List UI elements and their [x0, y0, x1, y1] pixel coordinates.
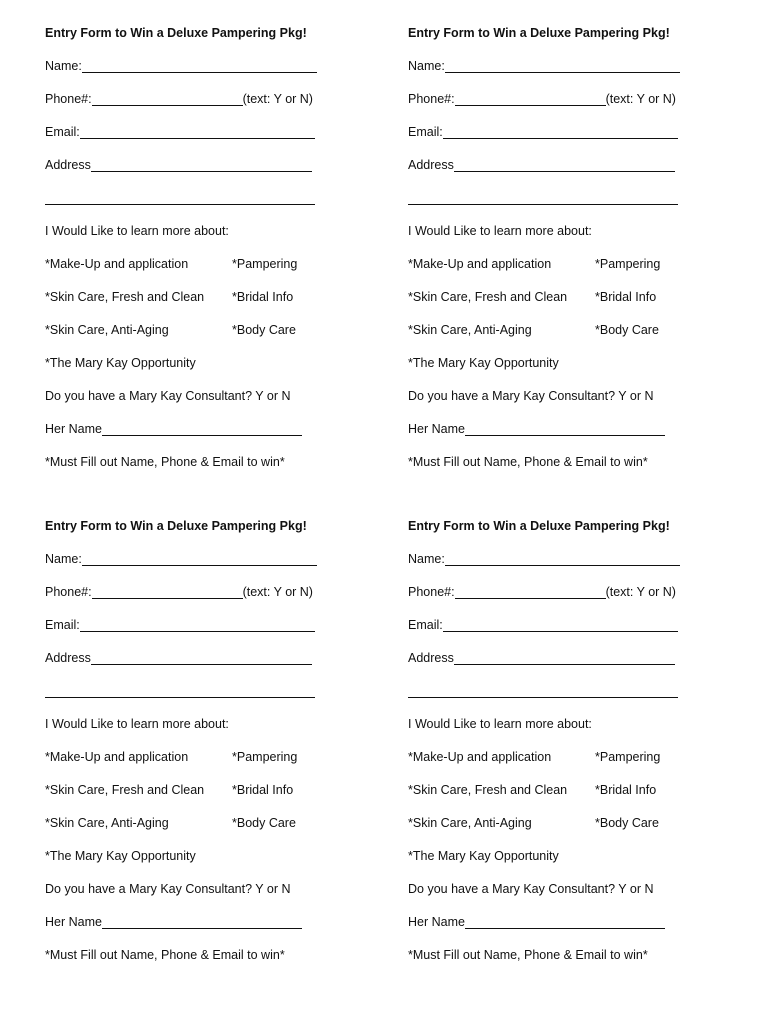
phone-text-option: (text: Y or N)	[242, 92, 313, 106]
option-skin-care-anti-aging: *Skin Care, Anti-Aging	[45, 323, 169, 337]
form-title: Entry Form to Win a Deluxe Pampering Pkg!	[45, 519, 307, 533]
email-label: Email:	[408, 125, 443, 139]
option-pampering: *Pampering	[595, 257, 661, 271]
form-title: Entry Form to Win a Deluxe Pampering Pkg!	[408, 26, 670, 40]
learn-more-heading: I Would Like to learn more about:	[408, 717, 592, 731]
her-name-label: Her Name	[45, 422, 102, 436]
her-name-row	[45, 914, 302, 930]
learn-more-heading: I Would Like to learn more about:	[45, 224, 229, 238]
email-row	[45, 124, 315, 140]
email-field[interactable]	[443, 125, 678, 139]
address-line-2-field[interactable]	[45, 684, 315, 698]
her-name-row	[408, 914, 665, 930]
name-row	[45, 58, 317, 74]
options-row-3	[408, 815, 753, 831]
option-skin-care-fresh: *Skin Care, Fresh and Clean	[45, 290, 205, 304]
option-makeup: *Make-Up and application	[45, 257, 189, 271]
form-title: Entry Form to Win a Deluxe Pampering Pkg!	[45, 26, 307, 40]
name-label: Name:	[408, 59, 445, 73]
her-name-label: Her Name	[408, 915, 465, 929]
options-row-3	[408, 322, 753, 338]
address-row	[45, 157, 312, 173]
option-opportunity: *The Mary Kay Opportunity	[45, 849, 196, 863]
options-row-2	[45, 782, 390, 798]
phone-row	[408, 584, 676, 600]
option-bridal-info: *Bridal Info	[232, 783, 294, 797]
option-pampering: *Pampering	[232, 257, 298, 271]
option-skin-care-anti-aging: *Skin Care, Anti-Aging	[45, 816, 169, 830]
name-row	[408, 551, 680, 567]
footer-note: *Must Fill out Name, Phone & Email to win*	[45, 455, 285, 469]
address-field[interactable]	[454, 651, 675, 665]
her-name-row	[408, 421, 665, 437]
option-bridal-info: *Bridal Info	[595, 290, 657, 304]
option-body-care: *Body Care	[595, 323, 659, 337]
footer-note: *Must Fill out Name, Phone & Email to win*	[408, 948, 648, 962]
name-field[interactable]	[82, 59, 317, 73]
phone-text-option: (text: Y or N)	[605, 92, 676, 106]
address-line-2-row	[45, 190, 315, 206]
option-bridal-info: *Bridal Info	[232, 290, 294, 304]
email-field[interactable]	[80, 618, 315, 632]
footer-note: *Must Fill out Name, Phone & Email to win*	[408, 455, 648, 469]
name-row	[408, 58, 680, 74]
options-row-2	[45, 289, 390, 305]
phone-label: Phone#:	[408, 92, 455, 106]
her-name-field[interactable]	[465, 422, 665, 436]
address-row	[45, 650, 312, 666]
phone-field[interactable]	[92, 92, 243, 106]
address-field[interactable]	[91, 651, 312, 665]
option-opportunity: *The Mary Kay Opportunity	[45, 356, 196, 370]
her-name-field[interactable]	[465, 915, 665, 929]
options-row-1	[408, 256, 753, 272]
address-line-2-row	[408, 190, 678, 206]
options-row-1	[45, 256, 390, 272]
address-line-2-field[interactable]	[45, 191, 315, 205]
phone-label: Phone#:	[408, 585, 455, 599]
address-label: Address	[408, 651, 454, 665]
phone-text-option: (text: Y or N)	[605, 585, 676, 599]
consultant-question: Do you have a Mary Kay Consultant? Y or N	[45, 882, 291, 896]
options-row-3	[45, 322, 390, 338]
phone-row	[45, 91, 313, 107]
address-line-2-row	[408, 683, 678, 699]
option-pampering: *Pampering	[232, 750, 298, 764]
form-title: Entry Form to Win a Deluxe Pampering Pkg!	[408, 519, 670, 533]
address-field[interactable]	[91, 158, 312, 172]
option-makeup: *Make-Up and application	[408, 750, 552, 764]
phone-label: Phone#:	[45, 585, 92, 599]
phone-field[interactable]	[455, 585, 606, 599]
option-skin-care-fresh: *Skin Care, Fresh and Clean	[408, 783, 568, 797]
address-line-2-field[interactable]	[408, 684, 678, 698]
address-field[interactable]	[454, 158, 675, 172]
name-label: Name:	[45, 552, 82, 566]
her-name-row	[45, 421, 302, 437]
address-line-2-field[interactable]	[408, 191, 678, 205]
her-name-field[interactable]	[102, 422, 302, 436]
email-label: Email:	[408, 618, 443, 632]
footer-note: *Must Fill out Name, Phone & Email to win*	[45, 948, 285, 962]
address-label: Address	[45, 158, 91, 172]
option-skin-care-anti-aging: *Skin Care, Anti-Aging	[408, 816, 532, 830]
phone-field[interactable]	[92, 585, 243, 599]
options-row-3	[45, 815, 390, 831]
email-row	[408, 617, 678, 633]
email-row	[408, 124, 678, 140]
option-body-care: *Body Care	[595, 816, 659, 830]
address-label: Address	[408, 158, 454, 172]
options-row-2	[408, 289, 753, 305]
option-skin-care-fresh: *Skin Care, Fresh and Clean	[408, 290, 568, 304]
email-label: Email:	[45, 618, 80, 632]
consultant-question: Do you have a Mary Kay Consultant? Y or N	[45, 389, 291, 403]
phone-label: Phone#:	[45, 92, 92, 106]
phone-field[interactable]	[455, 92, 606, 106]
option-body-care: *Body Care	[232, 323, 296, 337]
options-row-2	[408, 782, 753, 798]
option-skin-care-anti-aging: *Skin Care, Anti-Aging	[408, 323, 532, 337]
address-line-2-row	[45, 683, 315, 699]
option-pampering: *Pampering	[595, 750, 661, 764]
name-row	[45, 551, 317, 567]
option-opportunity: *The Mary Kay Opportunity	[408, 849, 559, 863]
phone-row	[45, 584, 313, 600]
name-label: Name:	[408, 552, 445, 566]
options-row-1	[45, 749, 390, 765]
learn-more-heading: I Would Like to learn more about:	[408, 224, 592, 238]
name-field[interactable]	[445, 552, 680, 566]
email-label: Email:	[45, 125, 80, 139]
consultant-question: Do you have a Mary Kay Consultant? Y or N	[408, 389, 654, 403]
options-row-1	[408, 749, 753, 765]
address-row	[408, 650, 675, 666]
option-bridal-info: *Bridal Info	[595, 783, 657, 797]
option-body-care: *Body Care	[232, 816, 296, 830]
name-field[interactable]	[82, 552, 317, 566]
option-skin-care-fresh: *Skin Care, Fresh and Clean	[45, 783, 205, 797]
email-row	[45, 617, 315, 633]
option-makeup: *Make-Up and application	[408, 257, 552, 271]
her-name-label: Her Name	[45, 915, 102, 929]
consultant-question: Do you have a Mary Kay Consultant? Y or N	[408, 882, 654, 896]
name-label: Name:	[45, 59, 82, 73]
phone-row	[408, 91, 676, 107]
option-makeup: *Make-Up and application	[45, 750, 189, 764]
address-row	[408, 157, 675, 173]
phone-text-option: (text: Y or N)	[242, 585, 313, 599]
option-opportunity: *The Mary Kay Opportunity	[408, 356, 559, 370]
her-name-field[interactable]	[102, 915, 302, 929]
email-field[interactable]	[443, 618, 678, 632]
name-field[interactable]	[445, 59, 680, 73]
email-field[interactable]	[80, 125, 315, 139]
address-label: Address	[45, 651, 91, 665]
her-name-label: Her Name	[408, 422, 465, 436]
learn-more-heading: I Would Like to learn more about:	[45, 717, 229, 731]
